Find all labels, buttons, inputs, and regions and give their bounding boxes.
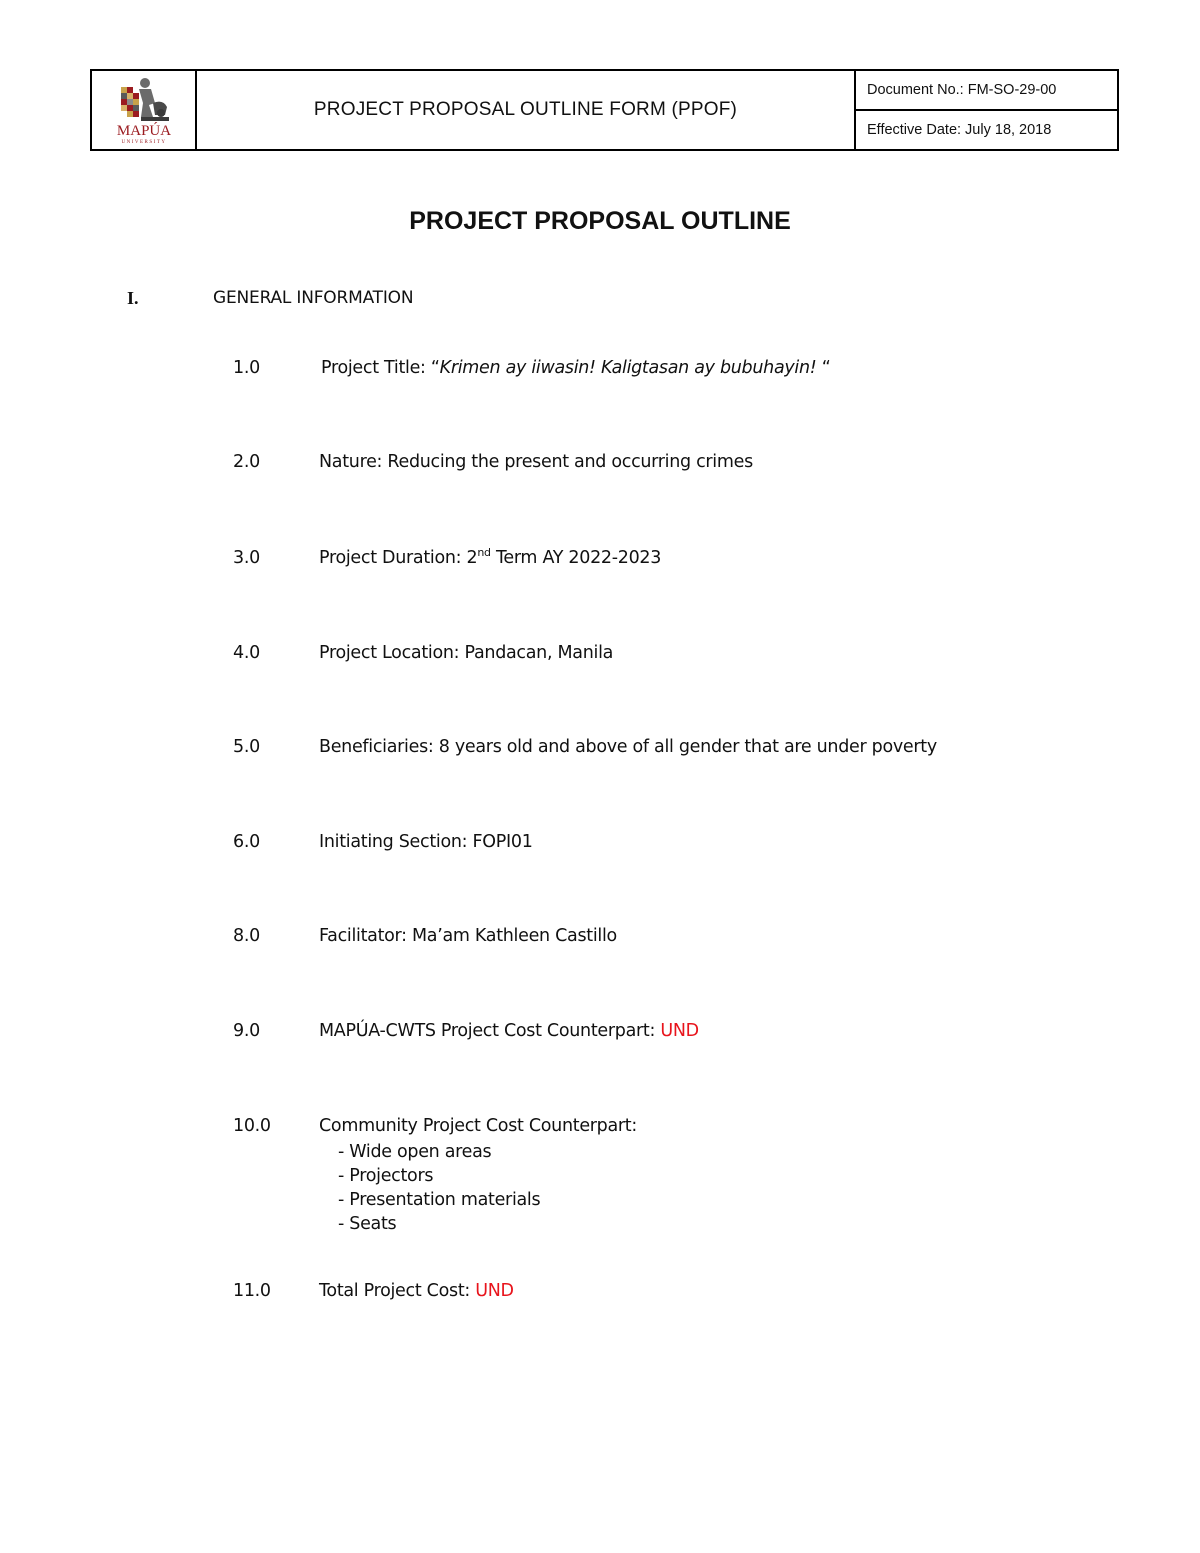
item-number: 10.0: [233, 1116, 271, 1136]
cost-value: UND: [660, 1021, 699, 1041]
document-number: Document No.: FM-SO-29-00: [867, 82, 1057, 98]
item-number: 3.0: [233, 548, 260, 568]
section-title: GENERAL INFORMATION: [213, 288, 414, 308]
document-info: [856, 71, 1117, 149]
item-number: 6.0: [233, 832, 260, 852]
item-number: 1.0: [233, 358, 260, 378]
figure-icon: [139, 78, 169, 121]
project-title-value: Krimen ay iiwasin! Kaligtasan ay bubuhayin!: [439, 358, 817, 378]
page-title: PROJECT PROPOSAL OUTLINE: [409, 207, 791, 235]
item-text: Total Project Cost: UND: [319, 1281, 514, 1301]
mapua-logo: [109, 73, 179, 147]
item-text: Initiating Section: FOPI01: [319, 832, 533, 852]
list-item: - Seats: [338, 1214, 397, 1234]
section-numeral: I.: [127, 288, 139, 308]
item-text: Community Project Cost Counterpart:: [319, 1116, 637, 1136]
list-item: - Presentation materials: [338, 1190, 541, 1210]
logo-cell: [92, 71, 197, 149]
item-text: Beneficiaries: 8 years old and above of all gender that are under poverty: [319, 737, 937, 757]
item-number: 9.0: [233, 1021, 260, 1041]
item-text: Facilitator: Ma’am Kathleen Castillo: [319, 926, 617, 946]
item-number: 5.0: [233, 737, 260, 757]
item-text: Nature: Reducing the present and occurring crimes: [319, 452, 753, 472]
effective-date: Effective Date: July 18, 2018: [856, 109, 1117, 149]
cost-value: UND: [475, 1281, 514, 1301]
list-item: - Wide open areas: [338, 1142, 492, 1162]
item-number: 11.0: [233, 1281, 271, 1301]
form-title: PROJECT PROPOSAL OUTLINE FORM (PPOF): [197, 71, 856, 149]
item-number: 2.0: [233, 452, 260, 472]
logo-wordmark: MAPÚA: [116, 123, 171, 139]
item-text: Project Title: “Krimen ay iiwasin! Kaligtasan ay bubuhayin! “: [321, 358, 831, 378]
item-number: 8.0: [233, 926, 260, 946]
logo-subtext: UNIVERSITY: [121, 140, 166, 145]
item-text: MAPÚA-CWTS Project Cost Counterpart: UND: [319, 1021, 699, 1041]
item-text: Project Location: Pandacan, Manila: [319, 643, 614, 663]
item-text: Project Duration: 2nd Term AY 2022-2023: [319, 546, 662, 568]
mosaic-icon: [121, 87, 139, 117]
list-item: - Projectors: [338, 1166, 434, 1186]
item-number: 4.0: [233, 643, 260, 663]
form-header: [90, 69, 1119, 151]
community-cost-list: [338, 1140, 540, 1236]
